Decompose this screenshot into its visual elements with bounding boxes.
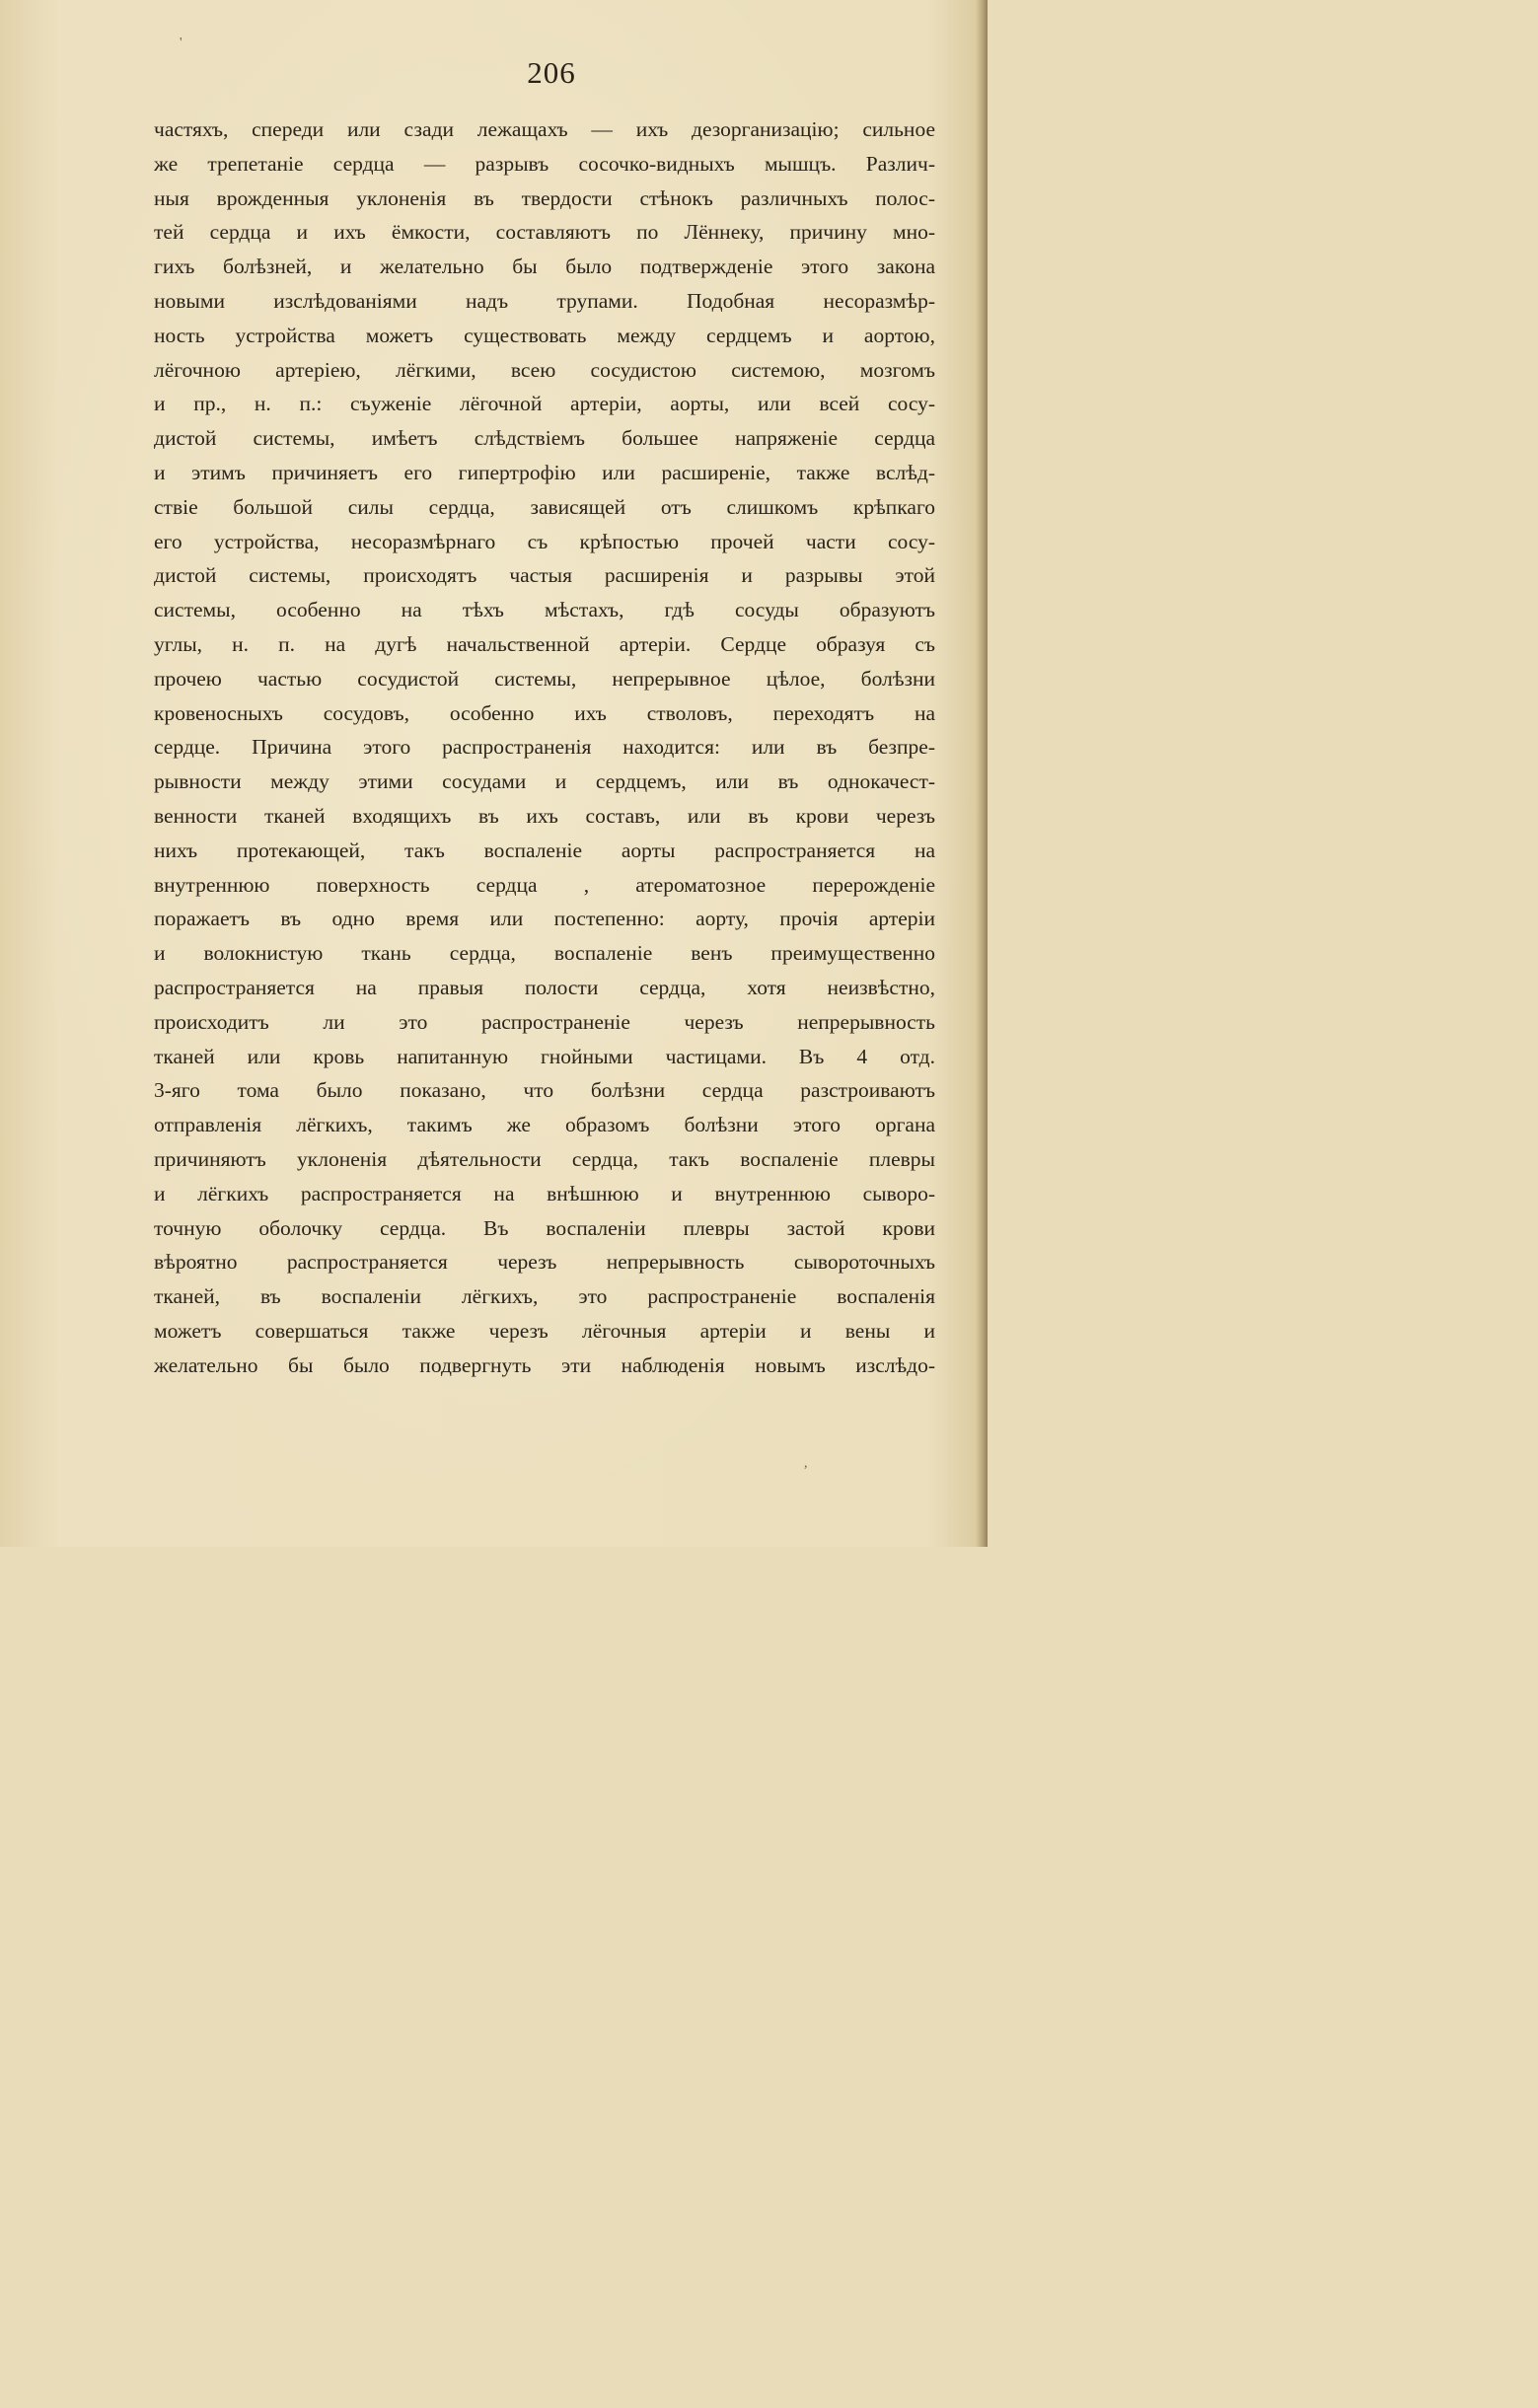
book-page [0,0,988,1547]
text-line: дистой системы, имѣетъ слѣдствіемъ большее напряженіе сердца [154,426,935,451]
text-line: точную оболочку сердца. Въ воспаленіи плевры застой крови [154,1215,935,1240]
text-line: причиняютъ уклоненія дѣятельности сердца, такъ воспаленіе плевры [154,1146,935,1171]
text-line: частяхъ, спереди или сзади лежащахъ — ихъ дезорганизацію; сильное [154,117,935,141]
speck-mark: , [804,1456,808,1471]
text-line: гихъ болѣзней, и желательно бы было подтвержденіе этого закона [154,255,935,279]
text-line: и лёгкихъ распространяется на внѣшнюю и внутреннюю сыворо- [154,1181,935,1205]
text-line: ныя врожденныя уклоненія въ твердости стѣнокъ различныхъ полос- [154,185,935,210]
text-line: и этимъ причиняетъ его гипертрофію или расширеніе, также вслѣд- [154,460,935,484]
text-line: дистой системы, происходятъ частыя расширенія и разрывы этой [154,563,935,588]
text-line: тей сердца и ихъ ёмкости, составляютъ по Лённеку, причину мно- [154,220,935,245]
text-line: сердце. Причина этого распространенія находится: или въ безпре- [154,735,935,760]
text-line: отправленія лёгкихъ, такимъ же образомъ болѣзни этого органа [154,1113,935,1137]
text-line: распространяется на правыя полости сердца, хотя неизвѣстно, [154,975,935,999]
text-line: его устройства, несоразмѣрнаго съ крѣпостью прочей части сосу- [154,529,935,553]
text-line: тканей, въ воспаленіи лёгкихъ, это распространеніе воспаленія [154,1284,935,1309]
text-line: новыми изслѣдованіями надъ трупами. Подобная несоразмѣр- [154,288,935,313]
text-line: рывности между этими сосудами и сердцемъ, или въ однокачест- [154,769,935,794]
text-line: и пр., н. п.: съуженіе лёгочной артеріи, аорты, или всей сосу- [154,392,935,416]
text-line: углы, н. п. на дугѣ начальственной артеріи. Сердце образуя съ [154,631,935,656]
text-line: поражаетъ въ одно время или постепенно: аорту, прочія артеріи [154,907,935,931]
text-line: прочею частью сосудистой системы, непрерывное цѣлое, болѣзни [154,666,935,691]
text-line: ствіе большой силы сердца, зависящей отъ слишкомъ крѣпкаго [154,494,935,519]
text-line: ность устройства можетъ существовать между сердцемъ и аортою, [154,323,935,347]
text-line: желательно бы было подвергнуть эти наблюденія новымъ изслѣдо- [154,1352,935,1377]
text-line: происходитъ ли это распространеніе черезъ непрерывность [154,1009,935,1034]
text-line: венности тканей входящихъ въ ихъ составъ, или въ крови черезъ [154,803,935,828]
text-line: и волокнистую ткань сердца, воспаленіе венъ преимущественно [154,941,935,966]
text-line: внутреннюю поверхность сердца , атероматозное перерожденіе [154,872,935,897]
text-line: кровеносныхъ сосудовъ, особенно ихъ стволовъ, переходятъ на [154,700,935,725]
text-line: можетъ совершаться также черезъ лёгочныя артеріи и вены и [154,1318,935,1343]
text-line: же трепетаніе сердца — разрывъ сосочко-видныхъ мышцъ. Различ- [154,151,935,176]
body-text [154,112,935,1382]
text-line: вѣроятно распространяется черезъ непрерывность сывороточныхъ [154,1250,935,1275]
text-line: тканей или кровь напитанную гнойными частицами. Въ 4 отд. [154,1044,935,1068]
text-line: лёгочною артеріею, лёгкими, всею сосудистою системою, мозгомъ [154,357,935,382]
page-edge-shadow [976,0,988,1547]
text-line: системы, особенно на тѣхъ мѣстахъ, гдѣ сосуды образуютъ [154,598,935,622]
text-line: 3-яго тома было показано, что болѣзни сердца разстроиваютъ [154,1078,935,1103]
page-number: 206 [527,55,576,90]
text-line: нихъ протекающей, такъ воспаленіе аорты распространяется на [154,838,935,862]
speck-mark: ' [180,36,183,50]
